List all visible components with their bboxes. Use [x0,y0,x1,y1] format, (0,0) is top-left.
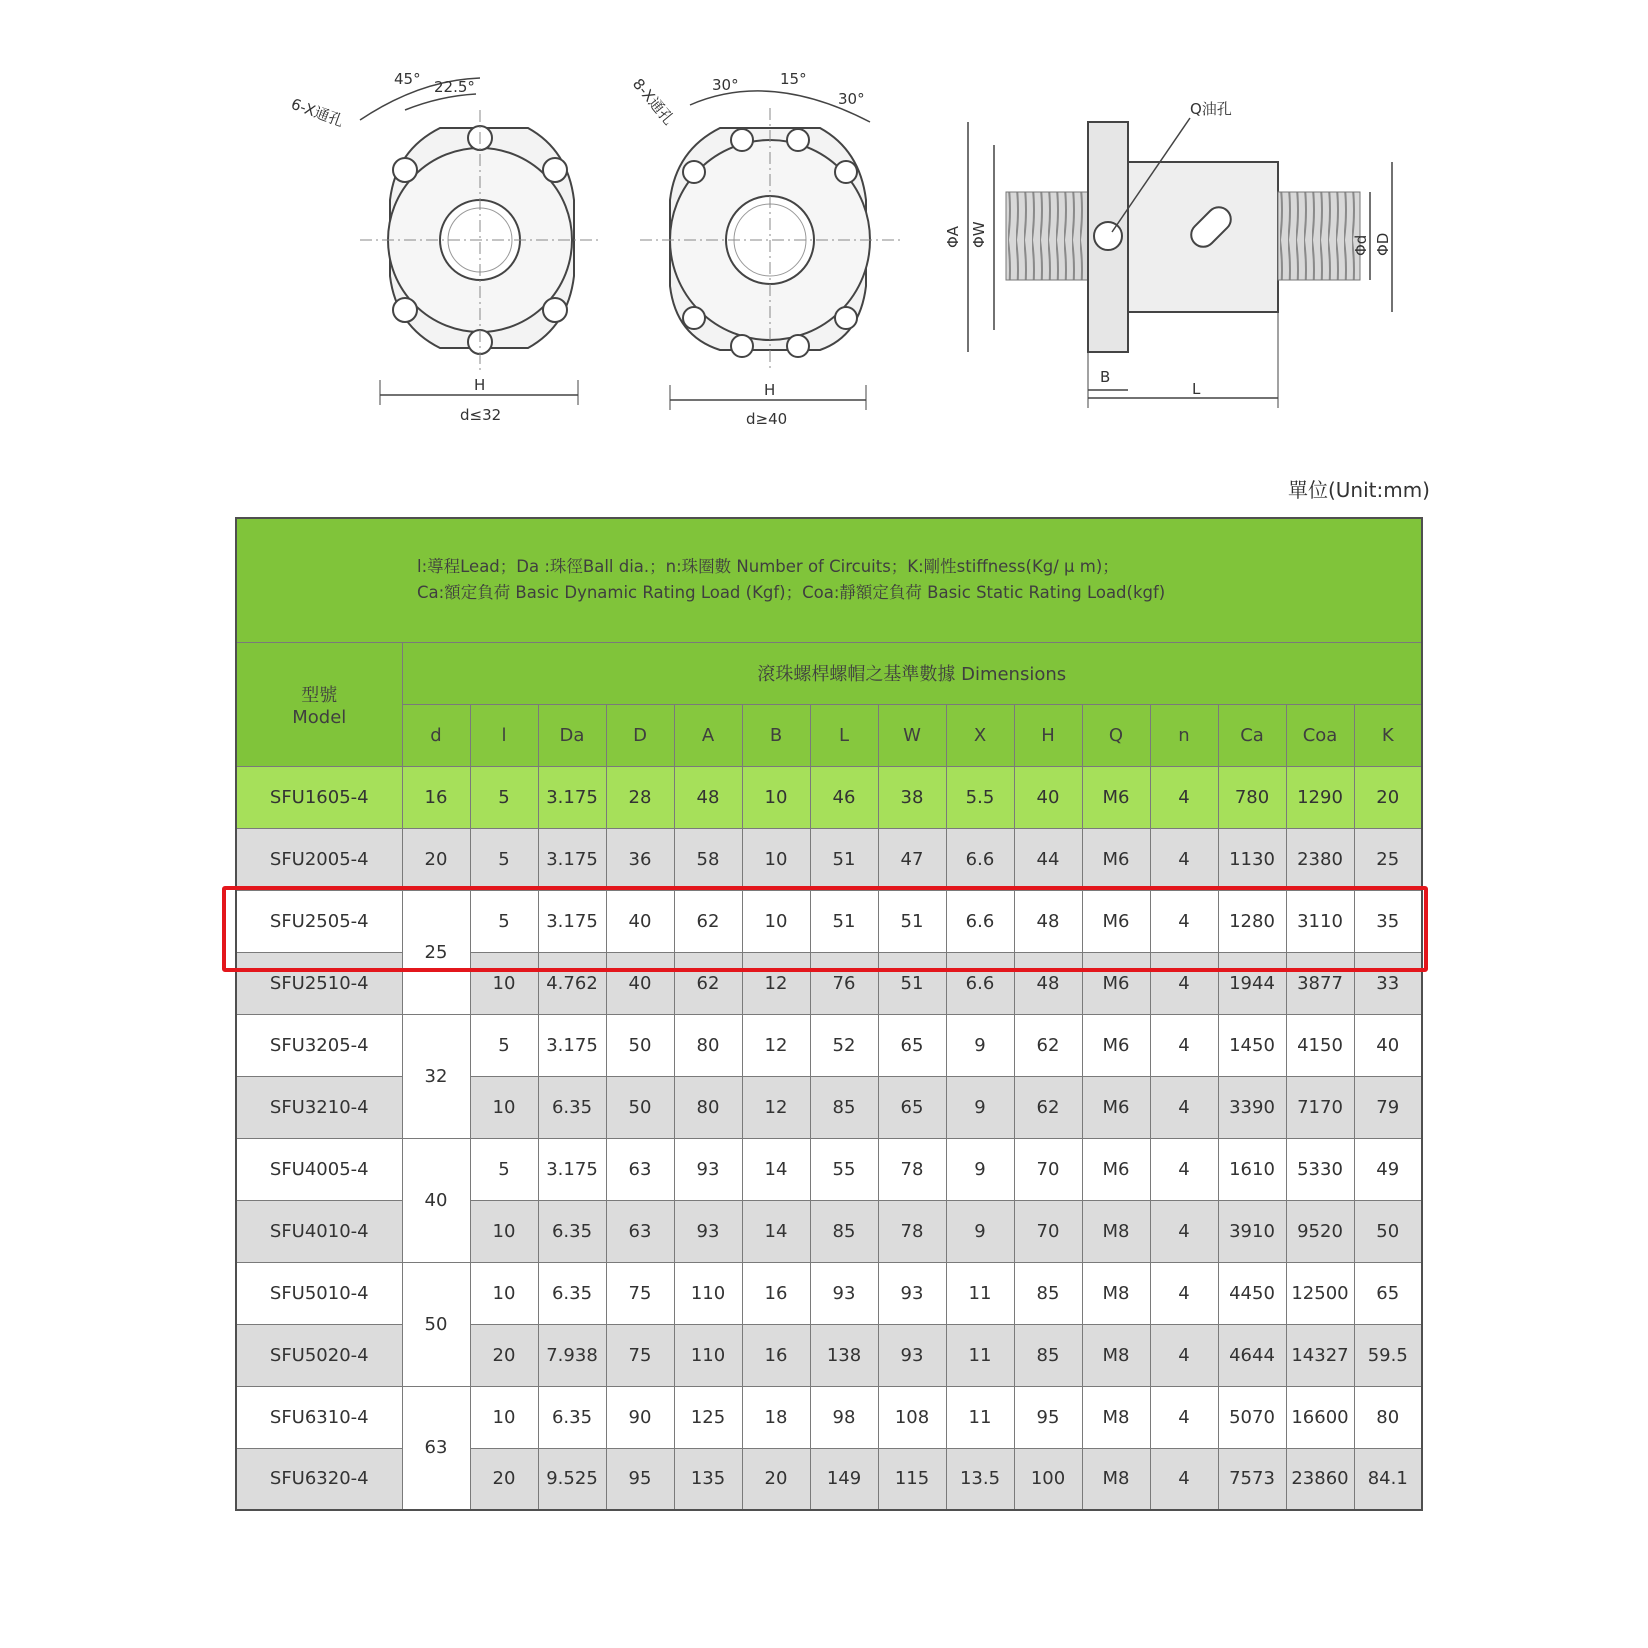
value-cell: M8 [1082,1200,1150,1262]
model-cell: SFU4010-4 [236,1200,402,1262]
value-cell: 52 [810,1014,878,1076]
ball-nut-side-view [944,100,1392,408]
d-cell: 16 [402,766,470,828]
value-cell: 115 [878,1448,946,1510]
value-cell: 44 [1014,828,1082,890]
value-cell: 10 [470,1386,538,1448]
value-cell: 110 [674,1262,742,1324]
col-header-l: l [470,704,538,766]
phi-a-label: ΦA [944,225,962,248]
value-cell: 4 [1150,766,1218,828]
value-cell: 5 [470,1014,538,1076]
value-cell: 7.938 [538,1324,606,1386]
value-cell: 4644 [1218,1324,1286,1386]
legend [236,518,1422,642]
value-cell: 36 [606,828,674,890]
value-cell: 4 [1150,890,1218,952]
d-cell: 63 [402,1386,470,1510]
value-cell: 93 [674,1200,742,1262]
value-cell: 95 [606,1448,674,1510]
model-header [236,642,402,766]
value-cell: 4 [1150,1448,1218,1510]
value-cell: 47 [878,828,946,890]
d-cell: 32 [402,1014,470,1138]
value-cell: 65 [878,1014,946,1076]
value-cell: 13.5 [946,1448,1014,1510]
value-cell: 65 [878,1076,946,1138]
value-cell: 40 [1014,766,1082,828]
value-cell: 4 [1150,1076,1218,1138]
value-cell: 93 [878,1262,946,1324]
legend-line-1: l:導程Lead；Da :珠徑Ball dia.；n:珠圈數 Number of Circuits；K:剛性stiffness(Kg/ μ m)； [417,557,1119,577]
value-cell: 79 [1354,1076,1422,1138]
value-cell: 40 [606,890,674,952]
value-cell: 5.5 [946,766,1014,828]
angle-30-right-label: 30° [838,90,865,108]
value-cell: 9520 [1286,1200,1354,1262]
value-cell: 59.5 [1354,1324,1422,1386]
value-cell: 93 [878,1324,946,1386]
value-cell: 63 [606,1200,674,1262]
value-cell: 108 [878,1386,946,1448]
value-cell: 6.35 [538,1200,606,1262]
model-cell: SFU2005-4 [236,828,402,890]
value-cell: 4450 [1218,1262,1286,1324]
value-cell: M8 [1082,1448,1150,1510]
value-cell: 3910 [1218,1200,1286,1262]
phi-D-label: ΦD [1374,232,1392,256]
value-cell: M6 [1082,828,1150,890]
flange-drawing-d40 [629,70,900,428]
col-header-q: Q [1082,704,1150,766]
value-cell: 14327 [1286,1324,1354,1386]
value-cell: 78 [878,1200,946,1262]
value-cell: M6 [1082,1076,1150,1138]
value-cell: M6 [1082,1014,1150,1076]
angle-45-label: 45° [394,70,421,88]
value-cell: 85 [810,1200,878,1262]
value-cell: 14 [742,1200,810,1262]
value-cell: 11 [946,1262,1014,1324]
value-cell: 3.175 [538,828,606,890]
ball-screw-spec-table [235,517,1423,1511]
value-cell: 4150 [1286,1014,1354,1076]
value-cell: M6 [1082,952,1150,1014]
value-cell: 1944 [1218,952,1286,1014]
model-cell: SFU5020-4 [236,1324,402,1386]
model-cell: SFU1605-4 [236,766,402,828]
value-cell: 5330 [1286,1138,1354,1200]
d-cell: 25 [402,890,470,1014]
value-cell: 10 [470,1076,538,1138]
value-cell: 4 [1150,1324,1218,1386]
value-cell: 4 [1150,1386,1218,1448]
value-cell: 70 [1014,1138,1082,1200]
value-cell: 49 [1354,1138,1422,1200]
value-cell: 4.762 [538,952,606,1014]
value-cell: 3.175 [538,766,606,828]
d-cell: 50 [402,1262,470,1386]
col-header-k: K [1354,704,1422,766]
value-cell: 7170 [1286,1076,1354,1138]
value-cell: 10 [470,1262,538,1324]
value-cell: 85 [810,1076,878,1138]
value-cell: 93 [810,1262,878,1324]
value-cell: 4 [1150,1262,1218,1324]
value-cell: 51 [810,828,878,890]
dimensions-header: 滾珠螺桿螺帽之基準數據 Dimensions [402,642,1422,704]
value-cell: 6.35 [538,1076,606,1138]
value-cell: 9 [946,1014,1014,1076]
value-cell: 48 [1014,890,1082,952]
h-dimension-label: H [764,381,776,399]
table-row [236,828,1422,890]
value-cell: 138 [810,1324,878,1386]
value-cell: 85 [1014,1262,1082,1324]
value-cell: 6.6 [946,828,1014,890]
value-cell: 20 [742,1448,810,1510]
col-header-ca: Ca [1218,704,1286,766]
value-cell: 62 [674,952,742,1014]
value-cell: M6 [1082,766,1150,828]
value-cell: 3390 [1218,1076,1286,1138]
value-cell: 9 [946,1200,1014,1262]
value-cell: 1130 [1218,828,1286,890]
value-cell: 84.1 [1354,1448,1422,1510]
value-cell: 1280 [1218,890,1286,952]
value-cell: 12500 [1286,1262,1354,1324]
value-cell: 10 [742,828,810,890]
col-header-w: W [878,704,946,766]
value-cell: 6.6 [946,890,1014,952]
value-cell: 12 [742,1076,810,1138]
model-cell: SFU3205-4 [236,1014,402,1076]
value-cell: 9 [946,1138,1014,1200]
value-cell: 11 [946,1386,1014,1448]
value-cell: 93 [674,1138,742,1200]
d-cell: 20 [402,828,470,890]
value-cell: 25 [1354,828,1422,890]
oil-hole-label: Q油孔 [1190,100,1232,118]
col-header-h: H [1014,704,1082,766]
value-cell: 50 [606,1014,674,1076]
value-cell: 62 [674,890,742,952]
model-cell: SFU4005-4 [236,1138,402,1200]
value-cell: 9.525 [538,1448,606,1510]
value-cell: 5 [470,766,538,828]
value-cell: 6.35 [538,1262,606,1324]
value-cell: M8 [1082,1262,1150,1324]
model-cell: SFU2510-4 [236,952,402,1014]
value-cell: 33 [1354,952,1422,1014]
col-header-coa: Coa [1286,704,1354,766]
d-cell: 40 [402,1138,470,1262]
value-cell: 4 [1150,1200,1218,1262]
value-cell: 40 [1354,1014,1422,1076]
value-cell: 5 [470,890,538,952]
value-cell: 75 [606,1324,674,1386]
value-cell: 1450 [1218,1014,1286,1076]
hole-count-label: 6-X通孔 [288,94,347,131]
value-cell: 12 [742,952,810,1014]
phi-d-small-label: Φd [1352,234,1370,256]
value-cell: 4 [1150,1138,1218,1200]
value-cell: 125 [674,1386,742,1448]
model-header-zh: 型號 [301,684,338,706]
hole-count-label: 8-X通孔 [628,75,678,129]
value-cell: 98 [810,1386,878,1448]
table-row [236,1138,1422,1200]
value-cell: 2380 [1286,828,1354,890]
value-cell: 3877 [1286,952,1354,1014]
value-cell: 10 [742,766,810,828]
col-header-a: A [674,704,742,766]
legend-line-2: Ca:額定負荷 Basic Dynamic Rating Load (Kgf)；Coa:靜額定負荷 Basic Static Rating Load(kgf) [417,583,1166,603]
value-cell: 14 [742,1138,810,1200]
value-cell: 135 [674,1448,742,1510]
value-cell: 16600 [1286,1386,1354,1448]
value-cell: 62 [1014,1076,1082,1138]
phi-w-label: ΦW [970,221,988,248]
value-cell: 90 [606,1386,674,1448]
model-cell: SFU5010-4 [236,1262,402,1324]
value-cell: 6.6 [946,952,1014,1014]
value-cell: 16 [742,1324,810,1386]
value-cell: 10 [742,890,810,952]
value-cell: 100 [1014,1448,1082,1510]
table-row [236,1386,1422,1448]
angle-30-left-label: 30° [712,76,739,94]
value-cell: 58 [674,828,742,890]
value-cell: 95 [1014,1386,1082,1448]
value-cell: M6 [1082,890,1150,952]
value-cell: 48 [1014,952,1082,1014]
value-cell: 46 [810,766,878,828]
value-cell: 3.175 [538,1014,606,1076]
value-cell: 80 [674,1014,742,1076]
value-cell: 3110 [1286,890,1354,952]
angle-15-label: 15° [780,70,807,88]
flange-drawing-d32 [289,70,600,424]
value-cell: 4 [1150,1014,1218,1076]
value-cell: 18 [742,1386,810,1448]
value-cell: 85 [1014,1324,1082,1386]
value-cell: 62 [1014,1014,1082,1076]
unit-label: 單位(Unit:mm) [1287,478,1430,502]
value-cell: 4 [1150,828,1218,890]
table-row [236,1014,1422,1076]
value-cell: 16 [742,1262,810,1324]
value-cell: 51 [878,952,946,1014]
value-cell: 5 [470,1138,538,1200]
value-cell: 70 [1014,1200,1082,1262]
value-cell: 110 [674,1324,742,1386]
highlight-box-sfu2505 [222,886,1428,972]
column-header-row [236,704,1422,766]
table-body [236,766,1422,1510]
col-header-da: Da [538,704,606,766]
value-cell: 51 [878,890,946,952]
value-cell: M6 [1082,1138,1150,1200]
model-cell: SFU3210-4 [236,1076,402,1138]
value-cell: 3.175 [538,1138,606,1200]
value-cell: 20 [470,1324,538,1386]
angle-22-5-label: 22.5° [434,78,475,96]
value-cell: 50 [606,1076,674,1138]
table-row [236,766,1422,828]
value-cell: 3.175 [538,890,606,952]
d40-caption: d≥40 [746,410,788,428]
value-cell: 10 [470,1200,538,1262]
value-cell: 28 [606,766,674,828]
value-cell: 65 [1354,1262,1422,1324]
b-dimension-label: B [1100,368,1111,386]
value-cell: 80 [674,1076,742,1138]
value-cell: 20 [470,1448,538,1510]
value-cell: 10 [470,952,538,1014]
value-cell: 55 [810,1138,878,1200]
value-cell: 11 [946,1324,1014,1386]
value-cell: 1290 [1286,766,1354,828]
col-header-D: D [606,704,674,766]
technical-drawings [0,0,1648,440]
value-cell: 75 [606,1262,674,1324]
model-cell: SFU6320-4 [236,1448,402,1510]
table-row [236,1262,1422,1324]
value-cell: 51 [810,890,878,952]
value-cell: M8 [1082,1386,1150,1448]
l-dimension-label: L [1192,380,1201,398]
col-header-b: B [742,704,810,766]
value-cell: 1610 [1218,1138,1286,1200]
value-cell: 50 [1354,1200,1422,1262]
value-cell: 48 [674,766,742,828]
col-header-d: d [402,704,470,766]
value-cell: 76 [810,952,878,1014]
value-cell: 78 [878,1138,946,1200]
value-cell: 5 [470,828,538,890]
value-cell: 6.35 [538,1386,606,1448]
model-cell: SFU6310-4 [236,1386,402,1448]
col-header-n: n [1150,704,1218,766]
value-cell: 4 [1150,952,1218,1014]
model-cell: SFU2505-4 [236,890,402,952]
value-cell: 9 [946,1076,1014,1138]
value-cell: 149 [810,1448,878,1510]
col-header-L: L [810,704,878,766]
value-cell: 80 [1354,1386,1422,1448]
value-cell: 35 [1354,890,1422,952]
model-header-en: Model [292,706,347,728]
value-cell: M8 [1082,1324,1150,1386]
value-cell: 5070 [1218,1386,1286,1448]
value-cell: 23860 [1286,1448,1354,1510]
value-cell: 63 [606,1138,674,1200]
d32-caption: d≤32 [460,406,502,424]
value-cell: 40 [606,952,674,1014]
value-cell: 20 [1354,766,1422,828]
col-header-x: X [946,704,1014,766]
value-cell: 38 [878,766,946,828]
value-cell: 12 [742,1014,810,1076]
value-cell: 7573 [1218,1448,1286,1510]
value-cell: 780 [1218,766,1286,828]
h-dimension-label: H [474,376,486,394]
